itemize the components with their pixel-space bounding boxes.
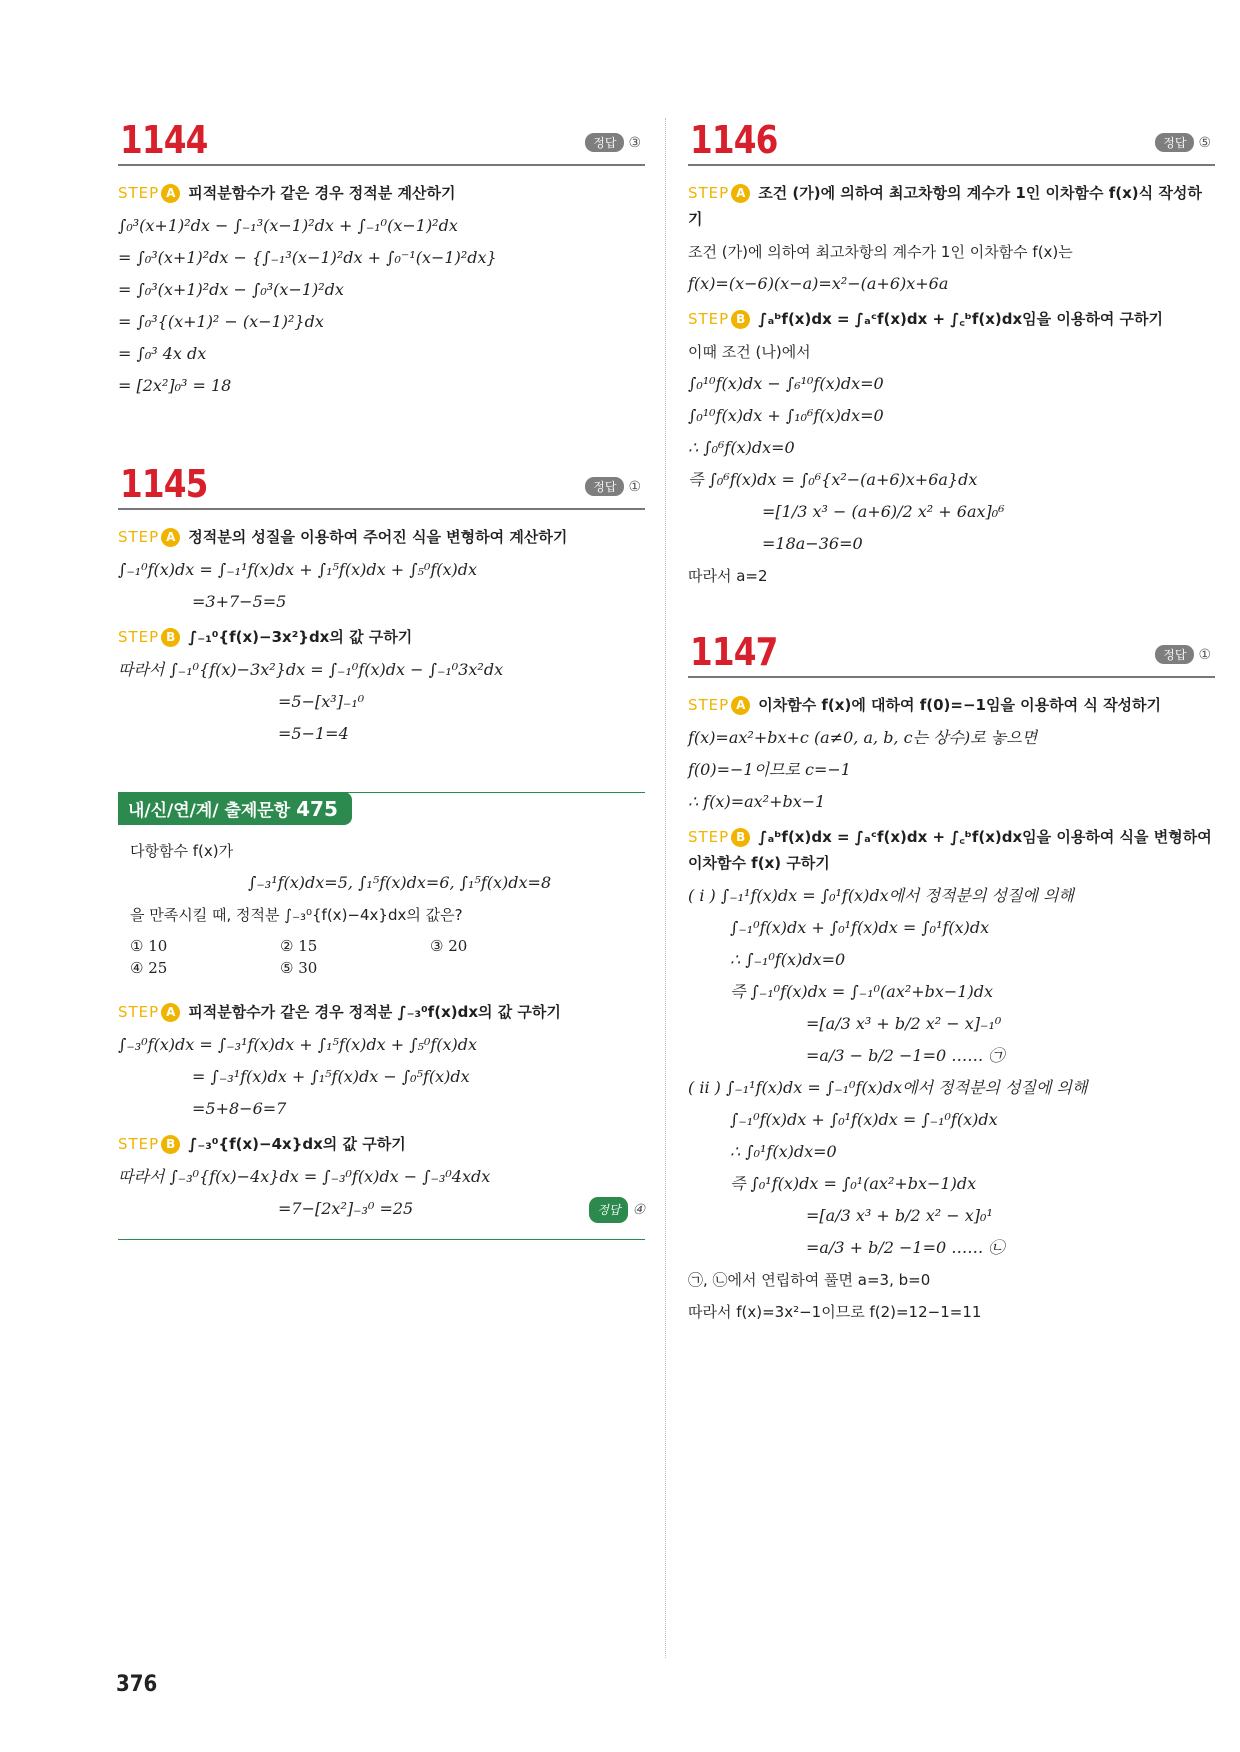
step-heading [118,1131,645,1157]
step-label: STEP [118,1003,160,1021]
math-line: 즉 ∫₋₁⁰f(x)dx = ∫₋₁⁰(ax²+bx−1)dx [730,982,994,1001]
math-line: ∫₀³(x+1)²dx − ∫₋₁³(x−1)²dx + ∫₋₁⁰(x−1)²dx [118,216,458,235]
step-heading [688,180,1215,232]
choice: ① 10 [130,937,168,955]
math-line: ∫₀¹⁰f(x)dx − ∫₆¹⁰f(x)dx=0 [688,374,884,393]
choice-list [130,937,645,977]
choice: ④ 25 [130,959,168,977]
math-line: =3+7−5=5 [192,592,287,611]
choice: ② 15 [280,937,318,955]
step-title: 이차함수 f(x)에 대하여 f(0)=−1임을 이용하여 식 작성하기 [758,696,1162,714]
answer-badge: 정답 [589,1197,628,1223]
math-line: 즉 ∫₀⁶f(x)dx = ∫₀⁶{x²−(a+6)x+6a}dx [688,470,978,489]
right-column [688,110,1215,1332]
step-circle: B [731,828,750,847]
math-line: ∴ ∫₀¹f(x)dx=0 [730,1142,837,1161]
problem-number: 1144 [120,118,208,162]
naesin-box [118,792,645,1240]
answer-badge: 정답 [585,133,624,152]
text-line: 따라서 a=2 [688,567,768,585]
problem-header [118,110,645,166]
problem-number: 1147 [690,630,778,674]
math-text: =7−[2x²]₋₃⁰ =25 [278,1199,414,1218]
math-line: =[1/3 x³ − (a+6)/2 x² + 6ax]₀⁶ [762,502,1005,521]
step-title: 피적분함수가 같은 경우 정적분 ∫₋₃⁰f(x)dx의 값 구하기 [188,1003,561,1021]
math-line: = [2x²]₀³ = 18 [118,376,232,395]
math-line: = ∫₀³(x+1)²dx − ∫₀³(x−1)²dx [118,280,344,299]
math-line [118,1197,645,1221]
problem-1147 [688,622,1215,1324]
step-circle: A [161,1003,180,1022]
step-title: ∫ₐᵇf(x)dx = ∫ₐᶜf(x)dx + ∫꜀ᵇf(x)dx임을 이용하여 식을 변형하여 이차함수 f(x) 구하기 [688,828,1212,872]
problem-1146 [688,110,1215,588]
answer-tag [585,477,641,496]
problem-number: 1145 [120,462,208,506]
step-heading [688,692,1215,718]
math-line: 즉 ∫₀¹f(x)dx = ∫₀¹(ax²+bx−1)dx [730,1174,977,1193]
step-circle: B [731,310,750,329]
step-label: STEP [688,828,730,846]
step-title: 피적분함수가 같은 경우 정적분 계산하기 [188,184,456,202]
step-heading [688,824,1215,876]
math-line: =5−[x³]₋₁⁰ [278,692,365,711]
step-circle: A [161,184,180,203]
math-line: ∴ ∫₋₁⁰f(x)dx=0 [730,950,846,969]
step-heading [118,624,645,650]
step-label: STEP [688,696,730,714]
answer-value: ① [1198,646,1211,662]
math-line: ∫₋₃⁰f(x)dx = ∫₋₃¹f(x)dx + ∫₁⁵f(x)dx + ∫₅⁰f(x)dx [118,1035,478,1054]
step-label: STEP [118,528,160,546]
answer-badge: 정답 [1155,133,1194,152]
math-line: =a/3 + b/2 −1=0 …… ㉡ [806,1238,1005,1257]
text-line: 이때 조건 (나)에서 [688,343,811,361]
step-label: STEP [118,1135,160,1153]
page-number: 376 [116,1672,158,1697]
step-circle: A [161,528,180,547]
step-title: ∫₋₃⁰{f(x)−4x}dx의 값 구하기 [188,1135,406,1153]
math-line: ∫₋₁⁰f(x)dx + ∫₀¹f(x)dx = ∫₋₁⁰f(x)dx [730,1110,998,1129]
naesin-number: 475 [296,797,338,821]
choice: ③ 20 [430,937,468,955]
step-circle: A [731,184,750,203]
problem-header [688,622,1215,678]
math-line: ∫₋₁⁰f(x)dx = ∫₋₁¹f(x)dx + ∫₁⁵f(x)dx + ∫₅⁰f(x)dx [118,560,478,579]
answer-tag [1155,133,1211,152]
step-circle: B [161,1135,180,1154]
math-line: =18a−36=0 [762,534,863,553]
math-line: ∴ f(x)=ax²+bx−1 [688,792,826,811]
left-column [118,110,645,1240]
answer-value: ⑤ [1198,134,1211,150]
answer-badge: 정답 [1155,645,1194,664]
naesin-title-text: 내/신/연/계/ 출제문항 [128,801,291,821]
step-title: 조건 (가)에 의하여 최고차항의 계수가 1인 이차함수 f(x)식 작성하기 [688,184,1202,228]
math-line: =[a/3 x³ + b/2 x² − x]₋₁⁰ [806,1014,1002,1033]
step-heading [118,180,645,206]
naesin-top-line [118,792,645,793]
answer-badge: 정답 [585,477,624,496]
math-line: ∫₀¹⁰f(x)dx + ∫₁₀⁶f(x)dx=0 [688,406,884,425]
naesin-bottom-line [118,1239,645,1240]
math-line: =a/3 − b/2 −1=0 …… ㉠ [806,1046,1005,1065]
problem-header [688,110,1215,166]
step-circle: A [731,696,750,715]
answer-tag [585,133,641,152]
answer-value: ④ [632,1201,645,1217]
step-label: STEP [688,310,730,328]
condition-line: ∫₋₃¹f(x)dx=5, ∫₁⁵f(x)dx=6, ∫₁⁵f(x)dx=8 [248,873,552,892]
math-line: = ∫₀³ 4x dx [118,344,207,363]
step-circle: B [161,628,180,647]
problem-number: 1146 [690,118,778,162]
math-line: =5+8−6=7 [192,1099,287,1118]
math-line: f(x)=(x−6)(x−a)=x²−(a+6)x+6a [688,274,949,293]
math-line: =5−1=4 [278,724,349,743]
math-line: f(0)=−1이므로 c=−1 [688,760,851,779]
step-title: ∫ₐᵇf(x)dx = ∫ₐᶜf(x)dx + ∫꜀ᵇf(x)dx임을 이용하여 구하기 [758,310,1164,328]
math-line: ∴ ∫₀⁶f(x)dx=0 [688,438,795,457]
math-line: = ∫₋₃¹f(x)dx + ∫₁⁵f(x)dx − ∫₀⁵f(x)dx [192,1067,470,1086]
step-label: STEP [118,628,160,646]
naesin-title [118,792,352,825]
step-heading [688,306,1215,332]
math-line: ( ii ) ∫₋₁¹f(x)dx = ∫₋₁⁰f(x)dx에서 정적분의 성질에 의해 [688,1078,1088,1097]
math-line: ( i ) ∫₋₁¹f(x)dx = ∫₀¹f(x)dx에서 정적분의 성질에 의해 [688,886,1074,905]
naesin-question [118,825,645,977]
text-line: 따라서 f(x)=3x²−1이므로 f(2)=12−1=11 [688,1303,982,1321]
choice: ⑤ 30 [280,959,318,977]
problem-1145 [118,454,645,746]
step-title: ∫₋₁⁰{f(x)−3x²}dx의 값 구하기 [188,628,413,646]
question-line: 다항함수 f(x)가 [130,842,234,860]
math-line: =[a/3 x³ + b/2 x² − x]₀¹ [806,1206,993,1225]
step-title: 정적분의 성질을 이용하여 주어진 식을 변형하여 계산하기 [188,528,568,546]
math-line: = ∫₀³{(x+1)² − (x−1)²}dx [118,312,324,331]
step-heading [118,524,645,550]
math-line: 따라서 ∫₋₃⁰{f(x)−4x}dx = ∫₋₃⁰f(x)dx − ∫₋₃⁰4xdx [118,1167,491,1186]
column-divider [665,118,666,1658]
problem-1144 [118,110,645,398]
step-label: STEP [688,184,730,202]
question-line: 을 만족시킬 때, 정적분 ∫₋₃⁰{f(x)−4x}dx의 값은? [130,906,463,924]
math-line: ∫₋₁⁰f(x)dx + ∫₀¹f(x)dx = ∫₀¹f(x)dx [730,918,990,937]
text-line: 조건 (가)에 의하여 최고차항의 계수가 1인 이차함수 f(x)는 [688,243,1073,261]
math-line: 따라서 ∫₋₁⁰{f(x)−3x²}dx = ∫₋₁⁰f(x)dx − ∫₋₁⁰3x²dx [118,660,504,679]
step-heading [118,999,645,1025]
answer-tag [1155,645,1211,664]
answer-value: ③ [628,134,641,150]
text-line: ㉠, ㉡에서 연립하여 풀면 a=3, b=0 [688,1271,931,1289]
step-label: STEP [118,184,160,202]
answer-value: ① [628,478,641,494]
problem-header [118,454,645,510]
math-line: f(x)=ax²+bx+c (a≠0, a, b, c는 상수)로 놓으면 [688,728,1038,747]
math-line: = ∫₀³(x+1)²dx − {∫₋₁³(x−1)²dx + ∫₀⁻¹(x−1)²dx} [118,248,497,267]
answer-tag [589,1197,645,1223]
